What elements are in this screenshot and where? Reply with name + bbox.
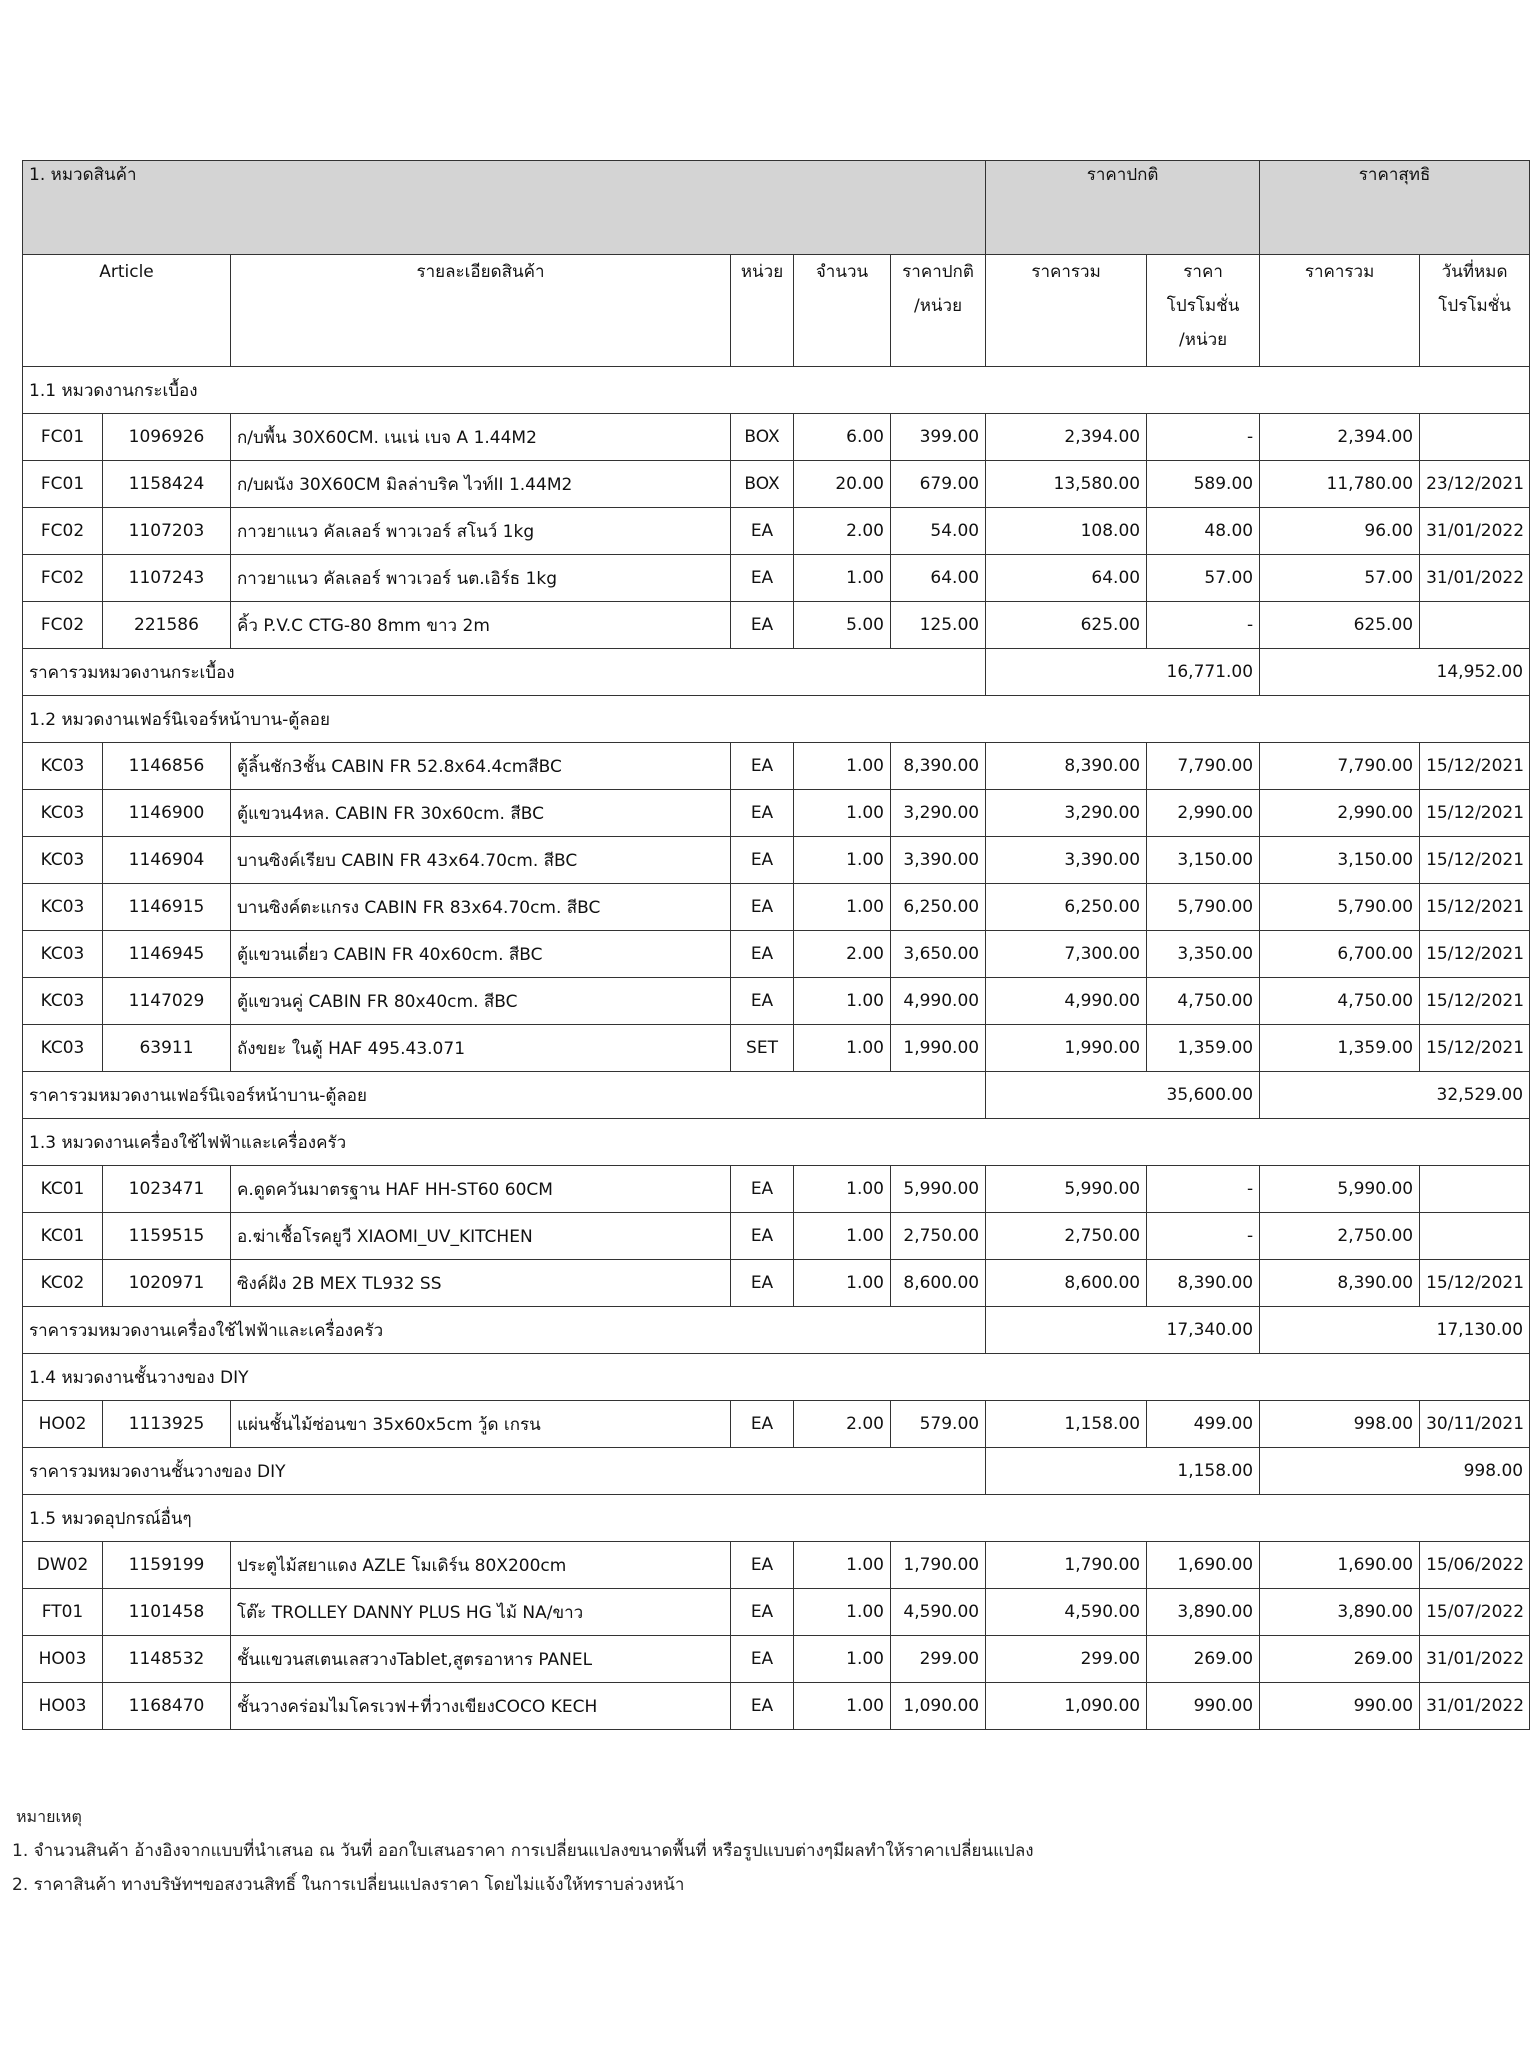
item-description: กาวยาแนว คัลเลอร์ พาวเวอร์ นต.เอิร์ธ 1kg (231, 555, 731, 602)
item-net-total: 2,394.00 (1260, 414, 1420, 461)
item-net-total: 998.00 (1260, 1401, 1420, 1448)
item-net-total: 11,780.00 (1260, 461, 1420, 508)
table-row (23, 461, 1530, 508)
subtotal-label: ราคารวมหมวดงานเครื่องใช้ไฟฟ้าและเครื่องครัว (23, 1307, 986, 1354)
section-title: 1.3 หมวดงานเครื่องใช้ไฟฟ้าและเครื่องครัว (23, 1119, 1530, 1166)
unit-price-header-line1: ราคาปกติ (902, 262, 974, 282)
item-unit: EA (731, 884, 794, 931)
item-unit: EA (731, 837, 794, 884)
item-net-total: 1,690.00 (1260, 1542, 1420, 1589)
table-row (23, 1542, 1530, 1589)
item-unit-price: 1,990.00 (891, 1025, 986, 1072)
net-total-header: ราคารวม (1260, 255, 1420, 367)
item-code: KC03 (23, 837, 103, 884)
subtotal-net: 14,952.00 (1260, 649, 1530, 696)
section-title: 1.2 หมวดงานเฟอร์นิเจอร์หน้าบาน-ตู้ลอย (23, 696, 1530, 743)
section-header-row (23, 696, 1530, 743)
item-description: กาวยาแนว คัลเลอร์ พาวเวอร์ สโนว์ 1kg (231, 508, 731, 555)
subtotal-label: ราคารวมหมวดงานเฟอร์นิเจอร์หน้าบาน-ตู้ลอย (23, 1072, 986, 1119)
item-article: 1101458 (103, 1589, 231, 1636)
item-promo-end-date: 30/11/2021 (1420, 1401, 1530, 1448)
item-promo-price: 2,990.00 (1147, 790, 1260, 837)
item-code: HO02 (23, 1401, 103, 1448)
item-promo-end-date: 31/01/2022 (1420, 1683, 1530, 1730)
item-quantity: 1.00 (794, 790, 891, 837)
item-net-total: 625.00 (1260, 602, 1420, 649)
item-unit: EA (731, 1166, 794, 1213)
item-promo-end-date: 15/12/2021 (1420, 1025, 1530, 1072)
item-quantity: 2.00 (794, 508, 891, 555)
item-description: ตู้แขวนคู่ CABIN FR 80x40cm. สีBC (231, 978, 731, 1025)
total-header: ราคารวม (986, 255, 1147, 367)
promo-price-header (1147, 255, 1260, 367)
item-quantity: 1.00 (794, 1260, 891, 1307)
item-quantity: 1.00 (794, 1025, 891, 1072)
item-promo-price: 990.00 (1147, 1683, 1260, 1730)
item-code: FC02 (23, 508, 103, 555)
item-unit: BOX (731, 414, 794, 461)
table-row (23, 884, 1530, 931)
item-unit-price: 8,390.00 (891, 743, 986, 790)
table-row (23, 602, 1530, 649)
notes-title: หมายเหตุ (16, 1807, 82, 1826)
item-total: 1,158.00 (986, 1401, 1147, 1448)
item-net-total: 3,890.00 (1260, 1589, 1420, 1636)
item-promo-price: 4,750.00 (1147, 978, 1260, 1025)
item-description: ถังขยะ ในตู้ HAF 495.43.071 (231, 1025, 731, 1072)
item-code: KC01 (23, 1213, 103, 1260)
item-description: แผ่นชั้นไม้ซ่อนขา 35x60x5cm วู้ด เกรน (231, 1401, 731, 1448)
item-quantity: 20.00 (794, 461, 891, 508)
item-unit: EA (731, 978, 794, 1025)
item-net-total: 990.00 (1260, 1683, 1420, 1730)
subtotal-total: 1,158.00 (986, 1448, 1260, 1495)
item-article: 1020971 (103, 1260, 231, 1307)
item-total: 1,990.00 (986, 1025, 1147, 1072)
item-net-total: 96.00 (1260, 508, 1420, 555)
item-code: KC02 (23, 1260, 103, 1307)
item-promo-end-date: 15/12/2021 (1420, 837, 1530, 884)
section-title: 1.1 หมวดงานกระเบื้อง (23, 367, 1530, 414)
table-row (23, 790, 1530, 837)
item-promo-price: 589.00 (1147, 461, 1260, 508)
item-net-total: 269.00 (1260, 1636, 1420, 1683)
note-item-1: 1. จำนวนสินค้า อ้างอิงจากแบบที่นำเสนอ ณ วันที่ ออกใบเสนอราคา การเปลี่ยนแปลงขนาดพื้นที่ หรือรูปแบบต่างๆมีผลทำให้ราคาเปลี่ยนแปลง (12, 1841, 1034, 1861)
item-quantity: 1.00 (794, 884, 891, 931)
item-article: 1159199 (103, 1542, 231, 1589)
item-net-total: 5,790.00 (1260, 884, 1420, 931)
item-description: อ.ฆ่าเชื้อโรคยูวี XIAOMI_UV_KITCHEN (231, 1213, 731, 1260)
item-total: 5,990.00 (986, 1166, 1147, 1213)
item-promo-price: 8,390.00 (1147, 1260, 1260, 1307)
item-net-total: 3,150.00 (1260, 837, 1420, 884)
item-quantity: 5.00 (794, 602, 891, 649)
item-quantity: 2.00 (794, 1401, 891, 1448)
item-code: KC03 (23, 978, 103, 1025)
item-article: 1148532 (103, 1636, 231, 1683)
item-unit: EA (731, 1683, 794, 1730)
item-description: ตู้ลิ้นชัก3ชั้น CABIN FR 52.8x64.4cmสีBC (231, 743, 731, 790)
item-quantity: 1.00 (794, 1166, 891, 1213)
item-code: KC03 (23, 743, 103, 790)
item-promo-end-date: 15/12/2021 (1420, 931, 1530, 978)
section-title: 1.5 หมวดอุปกรณ์อื่นๆ (23, 1495, 1530, 1542)
table-row (23, 837, 1530, 884)
item-promo-price: 1,359.00 (1147, 1025, 1260, 1072)
item-description: ชั้นวางคร่อมไมโครเวฟ+ที่วางเขียงCOCO KECH (231, 1683, 731, 1730)
item-unit-price: 3,390.00 (891, 837, 986, 884)
item-description: คิ้ว P.V.C CTG-80 8mm ขาว 2m (231, 602, 731, 649)
item-code: FT01 (23, 1589, 103, 1636)
item-unit: EA (731, 1260, 794, 1307)
item-article: 1158424 (103, 461, 231, 508)
subtotal-row (23, 649, 1530, 696)
item-net-total: 6,700.00 (1260, 931, 1420, 978)
item-total: 3,390.00 (986, 837, 1147, 884)
item-total: 4,990.00 (986, 978, 1147, 1025)
item-promo-price: 57.00 (1147, 555, 1260, 602)
item-unit-price: 3,650.00 (891, 931, 986, 978)
table-row (23, 414, 1530, 461)
item-total: 6,250.00 (986, 884, 1147, 931)
item-net-total: 7,790.00 (1260, 743, 1420, 790)
table-row (23, 555, 1530, 602)
table-row (23, 1025, 1530, 1072)
item-article: 1147029 (103, 978, 231, 1025)
subtotal-row (23, 1072, 1530, 1119)
item-promo-price: 3,350.00 (1147, 931, 1260, 978)
item-unit-price: 4,590.00 (891, 1589, 986, 1636)
item-code: KC03 (23, 1025, 103, 1072)
note-item-2: 2. ราคาสินค้า ทางบริษัทฯขอสงวนสิทธิ์ ในการเปลี่ยนแปลงราคา โดยไม่แจ้งให้ทราบล่วงหน้า (12, 1875, 685, 1895)
item-net-total: 2,750.00 (1260, 1213, 1420, 1260)
item-description: ค.ดูดควันมาตรฐาน HAF HH-ST60 60CM (231, 1166, 731, 1213)
item-promo-end-date: 31/01/2022 (1420, 508, 1530, 555)
item-unit: EA (731, 602, 794, 649)
quantity-header: จำนวน (794, 255, 891, 367)
item-total: 2,750.00 (986, 1213, 1147, 1260)
item-promo-price: 1,690.00 (1147, 1542, 1260, 1589)
item-unit-price: 54.00 (891, 508, 986, 555)
item-promo-price: 499.00 (1147, 1401, 1260, 1448)
item-description: ก/บพื้น 30X60CM. เนเน่ เบจ A 1.44M2 (231, 414, 731, 461)
item-promo-end-date: 15/12/2021 (1420, 743, 1530, 790)
subtotal-net: 998.00 (1260, 1448, 1530, 1495)
item-article: 1146900 (103, 790, 231, 837)
item-article: 1023471 (103, 1166, 231, 1213)
item-unit-price: 6,250.00 (891, 884, 986, 931)
item-unit-price: 125.00 (891, 602, 986, 649)
item-unit: EA (731, 508, 794, 555)
subtotal-total: 16,771.00 (986, 649, 1260, 696)
item-description: ชั้นแขวนสเตนเลสวางTablet,สูตรอาหาร PANEL (231, 1636, 731, 1683)
item-article: 1107203 (103, 508, 231, 555)
item-article: 1159515 (103, 1213, 231, 1260)
item-article: 1146945 (103, 931, 231, 978)
item-promo-end-date: 15/12/2021 (1420, 884, 1530, 931)
item-unit: BOX (731, 461, 794, 508)
subtotal-total: 35,600.00 (986, 1072, 1260, 1119)
table-row (23, 1636, 1530, 1683)
item-unit: EA (731, 555, 794, 602)
item-total: 108.00 (986, 508, 1147, 555)
item-promo-price: 7,790.00 (1147, 743, 1260, 790)
item-unit: EA (731, 1589, 794, 1636)
item-unit-price: 2,750.00 (891, 1213, 986, 1260)
item-total: 1,790.00 (986, 1542, 1147, 1589)
item-promo-end-date (1420, 1166, 1530, 1213)
item-article: 1107243 (103, 555, 231, 602)
unit-price-header-line2: /หน่วย (914, 296, 963, 316)
item-description: บานซิงค์เรียบ CABIN FR 43x64.70cm. สีBC (231, 837, 731, 884)
item-promo-end-date (1420, 414, 1530, 461)
table-title-row (23, 161, 1530, 255)
category-title: 1. หมวดสินค้า (23, 161, 986, 255)
item-net-total: 2,990.00 (1260, 790, 1420, 837)
item-net-total: 8,390.00 (1260, 1260, 1420, 1307)
item-description: ซิงค์ฝัง 2B MEX TL932 SS (231, 1260, 731, 1307)
item-promo-end-date: 31/01/2022 (1420, 555, 1530, 602)
item-total: 8,600.00 (986, 1260, 1147, 1307)
description-header: รายละเอียดสินค้า (231, 255, 731, 367)
item-promo-end-date: 31/01/2022 (1420, 1636, 1530, 1683)
item-promo-price: - (1147, 414, 1260, 461)
table-row (23, 1260, 1530, 1307)
item-description: ก/บผนัง 30X60CM มิลล่าบริค ไวท์II 1.44M2 (231, 461, 731, 508)
item-promo-end-date (1420, 602, 1530, 649)
subtotal-total: 17,340.00 (986, 1307, 1260, 1354)
item-net-total: 57.00 (1260, 555, 1420, 602)
subtotal-label: ราคารวมหมวดงานชั้นวางของ DIY (23, 1448, 986, 1495)
item-code: FC01 (23, 414, 103, 461)
item-article: 1146904 (103, 837, 231, 884)
unit-header: หน่วย (731, 255, 794, 367)
item-promo-end-date: 15/06/2022 (1420, 1542, 1530, 1589)
item-unit-price: 679.00 (891, 461, 986, 508)
promo-end-header (1420, 255, 1530, 367)
item-code: HO03 (23, 1636, 103, 1683)
item-description: ตู้แขวน4หล. CABIN FR 30x60cm. สีBC (231, 790, 731, 837)
item-unit-price: 299.00 (891, 1636, 986, 1683)
item-article: 1168470 (103, 1683, 231, 1730)
item-code: FC01 (23, 461, 103, 508)
item-total: 8,390.00 (986, 743, 1147, 790)
item-promo-end-date: 15/12/2021 (1420, 790, 1530, 837)
item-total: 625.00 (986, 602, 1147, 649)
item-quantity: 1.00 (794, 1589, 891, 1636)
item-unit: EA (731, 790, 794, 837)
item-code: KC03 (23, 790, 103, 837)
item-description: บานซิงค์ตะแกรง CABIN FR 83x64.70cm. สีBC (231, 884, 731, 931)
item-article: 221586 (103, 602, 231, 649)
item-quantity: 2.00 (794, 931, 891, 978)
item-net-total: 4,750.00 (1260, 978, 1420, 1025)
item-total: 13,580.00 (986, 461, 1147, 508)
item-total: 3,290.00 (986, 790, 1147, 837)
table-row (23, 1401, 1530, 1448)
table-row (23, 1166, 1530, 1213)
promo-price-header-line3: /หน่วย (1179, 330, 1228, 350)
section-header-row (23, 367, 1530, 414)
item-unit: EA (731, 1636, 794, 1683)
item-unit-price: 8,600.00 (891, 1260, 986, 1307)
subtotal-net: 32,529.00 (1260, 1072, 1530, 1119)
column-header-row (23, 255, 1530, 367)
table-row (23, 931, 1530, 978)
item-unit-price: 1,090.00 (891, 1683, 986, 1730)
item-unit-price: 1,790.00 (891, 1542, 986, 1589)
item-promo-price: 48.00 (1147, 508, 1260, 555)
subtotal-row (23, 1307, 1530, 1354)
item-description: ประตูไม้สยาแดง AZLE โมเดิร์น 80X200cm (231, 1542, 731, 1589)
item-code: HO03 (23, 1683, 103, 1730)
item-code: KC03 (23, 884, 103, 931)
item-promo-price: - (1147, 1166, 1260, 1213)
item-description: ตู้แขวนเดี่ยว CABIN FR 40x60cm. สีBC (231, 931, 731, 978)
promo-end-header-line2: โปรโมชั่น (1438, 296, 1511, 316)
item-total: 2,394.00 (986, 414, 1147, 461)
item-description: โต๊ะ TROLLEY DANNY PLUS HG ไม้ NA/ขาว (231, 1589, 731, 1636)
item-quantity: 1.00 (794, 837, 891, 884)
item-promo-end-date: 15/12/2021 (1420, 978, 1530, 1025)
item-article: 63911 (103, 1025, 231, 1072)
section-header-row (23, 1495, 1530, 1542)
section-header-row (23, 1354, 1530, 1401)
item-code: KC01 (23, 1166, 103, 1213)
item-unit-price: 5,990.00 (891, 1166, 986, 1213)
unit-price-header (891, 255, 986, 367)
item-total: 299.00 (986, 1636, 1147, 1683)
item-promo-end-date: 15/07/2022 (1420, 1589, 1530, 1636)
item-total: 64.00 (986, 555, 1147, 602)
item-unit-price: 4,990.00 (891, 978, 986, 1025)
item-code: FC02 (23, 602, 103, 649)
item-net-total: 1,359.00 (1260, 1025, 1420, 1072)
item-unit: EA (731, 931, 794, 978)
item-promo-end-date (1420, 1213, 1530, 1260)
item-article: 1146856 (103, 743, 231, 790)
item-code: DW02 (23, 1542, 103, 1589)
table-row (23, 978, 1530, 1025)
item-promo-price: 3,890.00 (1147, 1589, 1260, 1636)
item-unit-price: 3,290.00 (891, 790, 986, 837)
section-title: 1.4 หมวดงานชั้นวางของ DIY (23, 1354, 1530, 1401)
subtotal-net: 17,130.00 (1260, 1307, 1530, 1354)
table-row (23, 508, 1530, 555)
promo-end-header-line1: วันที่หมด (1441, 262, 1508, 282)
item-article: 1096926 (103, 414, 231, 461)
item-quantity: 1.00 (794, 1683, 891, 1730)
subtotal-row (23, 1448, 1530, 1495)
item-quantity: 6.00 (794, 414, 891, 461)
item-quantity: 1.00 (794, 978, 891, 1025)
item-net-total: 5,990.00 (1260, 1166, 1420, 1213)
item-promo-end-date: 15/12/2021 (1420, 1260, 1530, 1307)
quotation-table (22, 160, 1530, 1730)
promo-price-header-line2: โปรโมชั่น (1166, 296, 1240, 316)
item-total: 1,090.00 (986, 1683, 1147, 1730)
item-article: 1146915 (103, 884, 231, 931)
item-quantity: 1.00 (794, 1636, 891, 1683)
item-unit: EA (731, 743, 794, 790)
article-header: Article (23, 255, 231, 367)
table-row (23, 1683, 1530, 1730)
item-promo-end-date: 23/12/2021 (1420, 461, 1530, 508)
net-price-group-header: ราคาสุทธิ (1260, 161, 1530, 255)
item-unit-price: 64.00 (891, 555, 986, 602)
item-quantity: 1.00 (794, 555, 891, 602)
item-promo-price: - (1147, 1213, 1260, 1260)
item-promo-price: 5,790.00 (1147, 884, 1260, 931)
item-article: 1113925 (103, 1401, 231, 1448)
item-code: KC03 (23, 931, 103, 978)
item-unit: EA (731, 1542, 794, 1589)
item-promo-price: 3,150.00 (1147, 837, 1260, 884)
table-row (23, 743, 1530, 790)
item-promo-price: 269.00 (1147, 1636, 1260, 1683)
item-promo-price: - (1147, 602, 1260, 649)
item-unit: SET (731, 1025, 794, 1072)
subtotal-label: ราคารวมหมวดงานกระเบื้อง (23, 649, 986, 696)
table-row (23, 1589, 1530, 1636)
section-header-row (23, 1119, 1530, 1166)
notes-block (12, 1800, 1034, 1902)
item-total: 4,590.00 (986, 1589, 1147, 1636)
item-unit-price: 399.00 (891, 414, 986, 461)
table-row (23, 1213, 1530, 1260)
item-unit: EA (731, 1401, 794, 1448)
item-quantity: 1.00 (794, 1542, 891, 1589)
regular-price-group-header: ราคาปกติ (986, 161, 1260, 255)
item-unit-price: 579.00 (891, 1401, 986, 1448)
promo-price-header-line1: ราคา (1183, 262, 1223, 282)
item-code: FC02 (23, 555, 103, 602)
item-unit: EA (731, 1213, 794, 1260)
item-quantity: 1.00 (794, 1213, 891, 1260)
item-quantity: 1.00 (794, 743, 891, 790)
item-total: 7,300.00 (986, 931, 1147, 978)
